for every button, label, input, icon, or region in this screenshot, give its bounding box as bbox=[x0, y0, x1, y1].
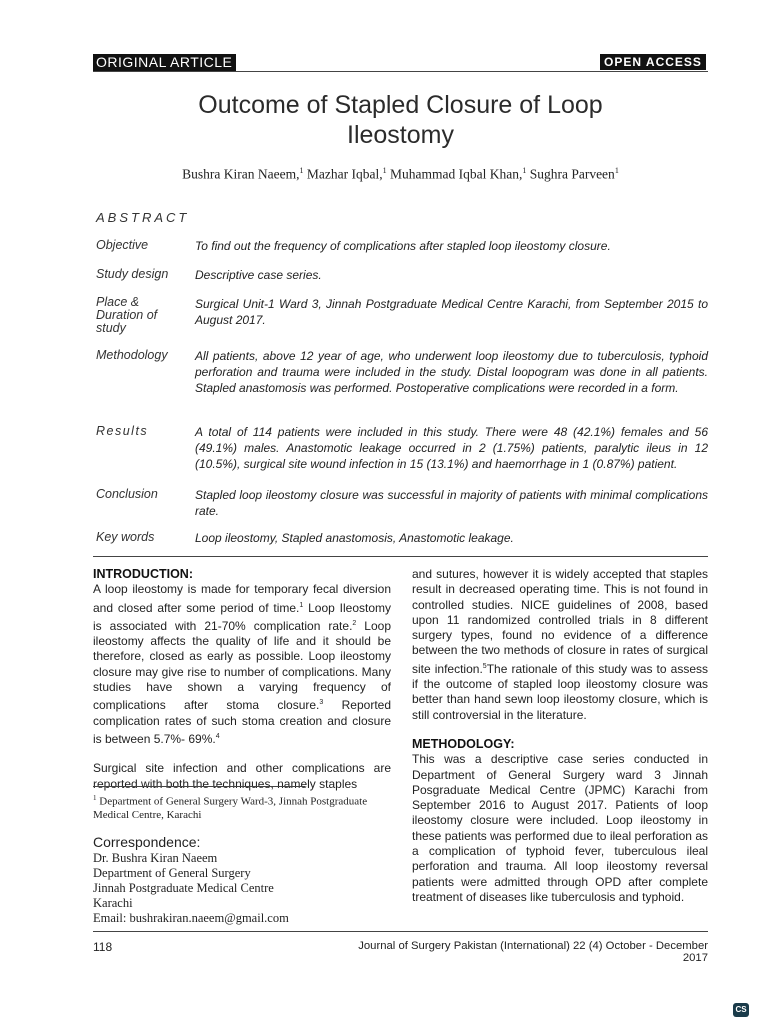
title-line-1: Outcome of Stapled Closure of Loop bbox=[198, 91, 603, 119]
abstract-heading: ABSTRACT bbox=[96, 210, 190, 225]
page-number: 118 bbox=[93, 940, 113, 954]
place-duration-label bbox=[96, 296, 191, 335]
objective-label: Objective bbox=[96, 238, 149, 252]
place-label-line: Duration of bbox=[96, 308, 158, 322]
right-text: and sutures, however it is widely accepted that staples result in decreased operating time. This is not found in controlled studies. NICE guidelines of 2008, based upon 11 randomized controlled trials in 8 different surgery types, found no evidence of a difference between the two methods of closure in rates of surgical site infection. bbox=[412, 567, 708, 676]
methodology-heading: METHODOLOGY: bbox=[412, 736, 515, 751]
right-text: The rationale of this study was to assess if the outcome of stapled loop ileostomy closure was better than hand sewn loop ileostomy closure, which is still controversial in the literature. bbox=[412, 661, 708, 722]
footer-divider bbox=[93, 931, 708, 932]
author-affiliation: 1 bbox=[522, 166, 527, 175]
methodology-label: Methodology bbox=[96, 348, 168, 362]
author-affiliation: 1 bbox=[614, 166, 619, 175]
citation-ref: 1 bbox=[299, 601, 304, 609]
introduction-paragraph bbox=[93, 582, 391, 747]
author-affiliation: 1 bbox=[299, 166, 304, 175]
correspondence-heading: Correspondence: bbox=[93, 834, 201, 850]
intro-text: A loop ileostomy is made for temporary fecal diversion and closed after some period of time. bbox=[93, 582, 391, 615]
intro-text: Loop ileostomy affects the quality of life and it should be therefore, closed as early as possible. Loop ileostomy closure may give rise to number of complications. Many studies have shown a varying frequency of complications after stoma closure. bbox=[93, 618, 391, 713]
article-type-label: ORIGINAL ARTICLE bbox=[93, 54, 236, 71]
journal-citation: Journal of Surgery Pakistan (International) 22 (4) October - December 2017 bbox=[358, 940, 708, 964]
author-name: Muhammad Iqbal Khan, bbox=[389, 166, 523, 182]
camscanner-badge: CS bbox=[733, 1003, 749, 1017]
place-label-line: study bbox=[96, 321, 126, 335]
open-access-badge: OPEN ACCESS bbox=[600, 54, 706, 70]
author-name: Bushra Kiran Naeem, bbox=[182, 166, 300, 182]
intro-text: Reported complication rates of such stoma creation and closure is between 5.7%- 69%. bbox=[93, 698, 392, 746]
correspondence-institution: Jinnah Postgraduate Medical Centre bbox=[93, 881, 274, 895]
footnote-text: Department of General Surgery Ward-3, Jinnah Postgraduate Medical Centre, Karachi bbox=[93, 795, 368, 821]
place-label-line: Place & bbox=[96, 295, 140, 309]
author-name: Mazhar Iqbal, bbox=[306, 166, 383, 182]
intro-text: Loop Ileostomy is associated with 21-70% complication rate. bbox=[93, 600, 391, 633]
conclusion-text: Stapled loop ileostomy closure was successful in majority of patients with minimal complications rate. bbox=[195, 488, 708, 518]
methodology-text: All patients, above 12 year of age, who underwent loop ileostomy due to tuberculosis, typhoid perforation and trauma were included in the study. Distal loopogram was done in all patients. Stapled anastomosis was performed. Postoperative complications were recorded in a form. bbox=[195, 349, 708, 395]
citation-ref: 3 bbox=[319, 699, 324, 707]
conclusion-label: Conclusion bbox=[96, 487, 158, 501]
title-line-2: Ileostomy bbox=[347, 121, 454, 149]
footnote-divider bbox=[93, 786, 305, 787]
study-design-label: Study design bbox=[96, 267, 169, 281]
citation-ref: 4 bbox=[215, 732, 220, 740]
right-column bbox=[412, 567, 708, 905]
correspondence-department: Department of General Surgery bbox=[93, 866, 251, 880]
results-text: A total of 114 patients were included in this study. There were 48 (42.1%) females and 56 (49.1%) males. Anastomotic leakage occurred in 2 (1.75%) patients, paralytic ileus in 12 (10.5%), surgical site wound infection in 15 (13.1%) and haemorrhage in 1 (0.87%) patient. bbox=[195, 425, 708, 471]
keywords-label: Key words bbox=[96, 530, 155, 544]
footnote-marker: 1 bbox=[93, 794, 97, 802]
author-list bbox=[93, 166, 708, 183]
objective-text: To find out the frequency of complications after stapled loop ileostomy closure. bbox=[195, 239, 611, 253]
results-label: Results bbox=[96, 424, 149, 438]
citation-ref: 5 bbox=[482, 662, 487, 670]
methodology-paragraph: This was a descriptive case series conducted in Department of General Surgery ward 3 Jinnah Posgraduate Medical Centre (JPMC) Karachi from September 2016 to August 2017. Patients of loop ileostomy closure were included. Loop ileostomy in these patients was performed due to ileal perforation as a complication of typhoid fever, tuberculous ileal perforation and trauma. All loop ileostomy reversal patients were admitted through OPD after complete treatment of diseases like tuberculosis and typhoid. bbox=[412, 752, 708, 904]
affiliation-footnote bbox=[93, 792, 393, 822]
introduction-paragraph-2: Surgical site infection and other complications are reported with both the techniques, namely staples bbox=[93, 761, 391, 791]
study-design-text: Descriptive case series. bbox=[195, 268, 322, 282]
abstract-divider bbox=[93, 556, 708, 557]
author-affiliation: 1 bbox=[382, 166, 387, 175]
introduction-heading: INTRODUCTION: bbox=[93, 567, 193, 581]
header-divider bbox=[93, 71, 708, 72]
correspondence-name: Dr. Bushra Kiran Naeem bbox=[93, 851, 218, 865]
keywords-text: Loop ileostomy, Stapled anastomosis, Anastomotic leakage. bbox=[195, 531, 514, 545]
article-title bbox=[93, 90, 708, 150]
correspondence-city: Karachi bbox=[93, 896, 133, 910]
place-duration-text: Surgical Unit-1 Ward 3, Jinnah Postgraduate Medical Centre Karachi, from September 2015 to August 2017. bbox=[195, 297, 708, 327]
correspondence-email: Email: bushrakiran.naeem@gmail.com bbox=[93, 911, 289, 925]
right-paragraph bbox=[412, 567, 708, 723]
citation-ref: 2 bbox=[352, 619, 357, 627]
author-name: Sughra Parveen bbox=[529, 166, 615, 182]
introduction-section bbox=[93, 567, 391, 792]
